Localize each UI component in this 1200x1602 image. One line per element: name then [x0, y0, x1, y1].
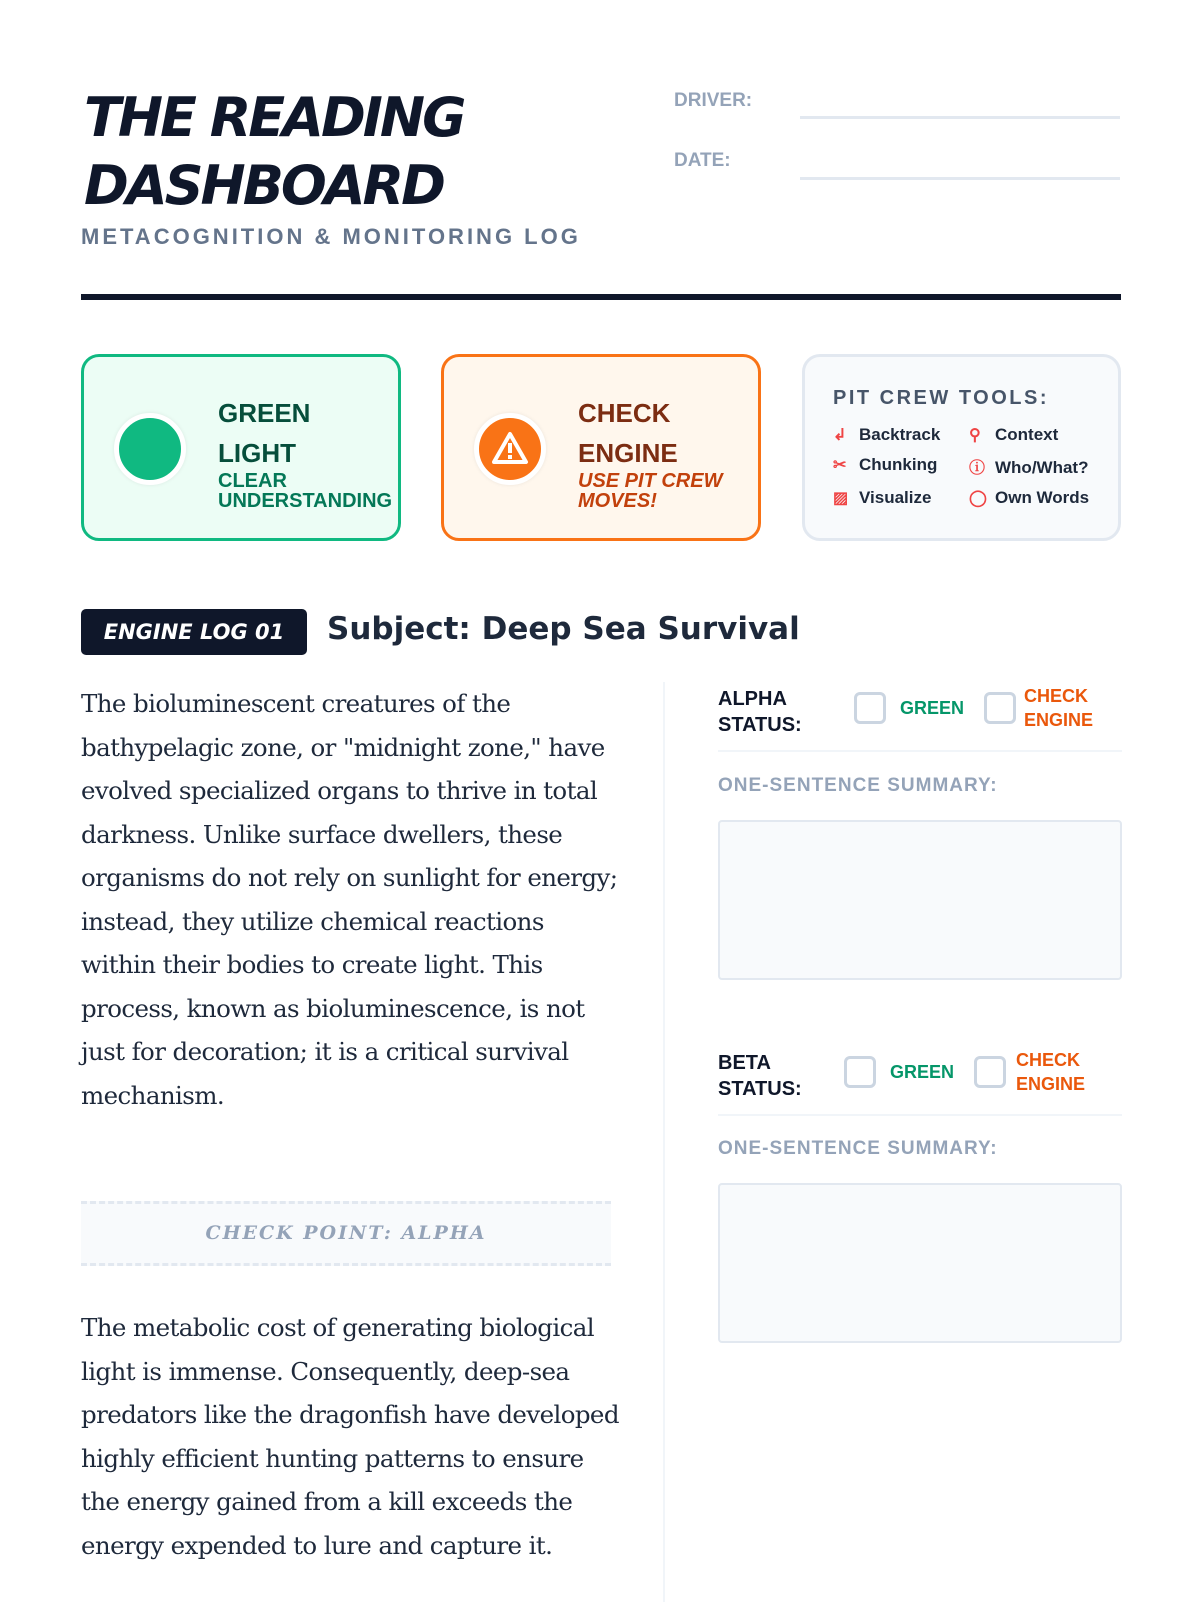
tool-backtrack [833, 425, 969, 445]
title-line-2: DASHBOARD [84, 154, 443, 217]
status-label: STATUS: [718, 1078, 802, 1100]
engine-log-badge: ENGINE LOG 01 [81, 609, 307, 655]
question-icon: ⓘ [969, 460, 986, 477]
card-title: CHECK [578, 398, 671, 428]
card-subtitle: MOVES! [578, 490, 657, 512]
page-title [84, 84, 463, 220]
reading-paragraph-2: The metabolic cost of generating biological light is immense. Consequently, deep-sea predators like the dragonfish have developed highly efficient hunting patterns to ensure the energy gained from a kill exceeds the energy expended to lure and capture it. [81, 1313, 619, 1560]
date-input[interactable] [800, 177, 1120, 180]
scissors-icon: ✂ [833, 457, 847, 474]
alpha-summary-input[interactable] [718, 820, 1122, 980]
title-line-1: THE READING [84, 86, 464, 149]
tool-context [969, 425, 1109, 445]
pit-crew-title: PIT CREW TOOLS: [833, 387, 1050, 409]
green-option-label: GREEN [900, 698, 965, 718]
check-option-label: ENGINE [1016, 1074, 1086, 1094]
tool-chunking [833, 455, 969, 478]
check-option-label: CHECK [1016, 1050, 1081, 1070]
alpha-green-checkbox[interactable] [854, 692, 886, 724]
check-option-label: ENGINE [1024, 710, 1094, 730]
alpha-summary-label: ONE-SENTENCE SUMMARY: [718, 775, 998, 796]
tool-label: Visualize [859, 488, 932, 507]
green-option-label: GREEN [890, 1062, 955, 1082]
beta-status-row [718, 1046, 1122, 1116]
beta-summary-label: ONE-SENTENCE SUMMARY: [718, 1138, 998, 1159]
card-subtitle: USE PIT CREW [578, 470, 723, 492]
card-subtitle: UNDERSTANDING [218, 490, 393, 512]
card-title: LIGHT [218, 438, 296, 468]
tool-who-what [969, 455, 1109, 478]
reading-paragraph-1: The bioluminescent creatures of the bathypelagic zone, or "midnight zone," have evolved specialized organs to thrive in total darkness. Unlike surface dwellers, these organisms do not rely on sunlight for energy; instead, they utilize chemical reactions within their bodies to create light. This process, known as bioluminescence, is not just for decoration; it is a critical survival mechanism. [81, 689, 618, 1110]
tool-label: Backtrack [859, 425, 941, 444]
subject-heading: Subject: Deep Sea Survival [327, 611, 800, 647]
alpha-check-engine-checkbox[interactable] [984, 692, 1016, 724]
date-label: DATE: [674, 150, 731, 171]
beta-check-engine-checkbox[interactable] [974, 1056, 1006, 1088]
status-label: STATUS: [718, 714, 802, 736]
search-icon: ⚲ [969, 427, 981, 444]
card-title: ENGINE [578, 438, 678, 468]
status-label: BETA [718, 1052, 771, 1074]
tool-label: Context [995, 425, 1059, 444]
return-arrow-icon: ↲ [833, 427, 847, 444]
checkpoint-alpha: CHECK POINT: ALPHA [81, 1201, 611, 1266]
check-engine-card [441, 354, 761, 541]
header-divider [81, 294, 1121, 300]
pit-crew-tools-card [802, 354, 1121, 541]
tool-label: Own Words [995, 488, 1090, 507]
page-subtitle: METACOGNITION & MONITORING LOG [81, 224, 581, 249]
image-icon: ▨ [833, 490, 849, 507]
beta-green-checkbox[interactable] [844, 1056, 876, 1088]
alpha-status-row [718, 682, 1122, 752]
tool-visualize [833, 488, 969, 508]
tool-own-words [969, 488, 1109, 508]
driver-label: DRIVER: [674, 90, 753, 111]
tool-label: Who/What? [995, 458, 1089, 477]
beta-summary-input[interactable] [718, 1183, 1122, 1343]
status-label: ALPHA [718, 688, 787, 710]
column-divider [663, 682, 665, 1602]
warning-icon [474, 413, 546, 485]
check-option-label: CHECK [1024, 686, 1089, 706]
driver-input[interactable] [800, 116, 1120, 119]
card-title: GREEN [218, 398, 311, 428]
green-light-card [81, 354, 401, 541]
card-subtitle: CLEAR [218, 470, 287, 492]
tool-label: Chunking [859, 455, 938, 474]
speech-bubble-icon: ◯ [969, 490, 987, 507]
green-light-icon [114, 413, 186, 485]
